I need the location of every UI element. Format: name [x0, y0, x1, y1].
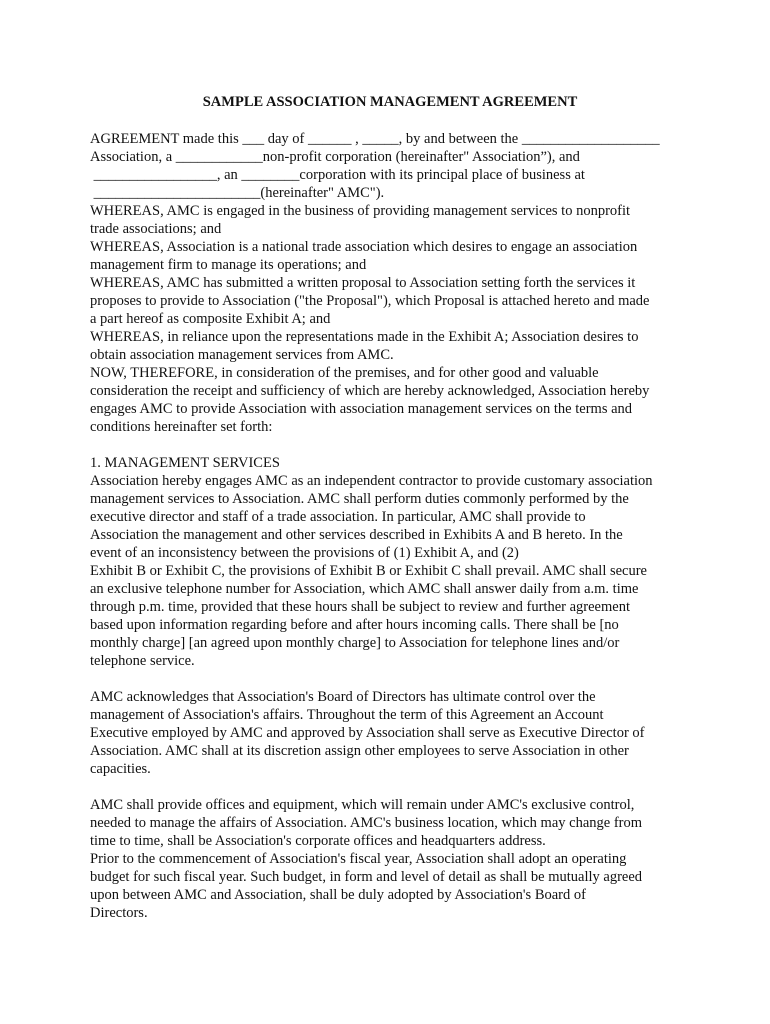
body-text-line: Exhibit B or Exhibit C, the provisions of Exhibit B or Exhibit C shall prevail. AMC shall secure: [90, 563, 647, 579]
body-text-line: Directors.: [90, 905, 148, 921]
body-text-line: needed to manage the affairs of Association. AMC's business location, which may change from: [90, 815, 643, 831]
body-text-line: based upon information regarding before and after hours incoming calls. There shall be [no: [90, 617, 619, 633]
body-text-line: Prior to the commencement of Association's fiscal year, Association shall adopt an operating: [90, 851, 627, 867]
body-text-line: event of an inconsistency between the provisions of (1) Exhibit A, and (2): [90, 545, 519, 561]
body-text-line: through p.m. time, provided that these hours shall be subject to review and further agreement: [90, 599, 630, 615]
body-text-line: a part hereof as composite Exhibit A; and: [90, 311, 331, 327]
body-text-line: trade associations; and: [90, 221, 222, 237]
body-text-line: management firm to manage its operations; and: [90, 257, 367, 273]
body-text-line: upon between AMC and Association, shall be duly adopted by Association's Board of: [90, 887, 586, 903]
body-text-line: Executive employed by AMC and approved by Association shall serve as Executive Director of: [90, 725, 645, 741]
body-text-line: conditions hereinafter set forth:: [90, 419, 273, 435]
body-text-line: executive director and staff of a trade association. In particular, AMC shall provide to: [90, 509, 586, 525]
body-text-line: an exclusive telephone number for Association, which AMC shall answer daily from a.m. time: [90, 581, 639, 597]
body-text-line: WHEREAS, in reliance upon the representations made in the Exhibit A; Association desires to: [90, 329, 639, 345]
document-body: [90, 130, 690, 922]
body-text-line: AMC acknowledges that Association's Board of Directors has ultimate control over the: [90, 689, 596, 705]
body-text-line: management services to Association. AMC shall perform duties commonly performed by the: [90, 491, 629, 507]
body-text-line: management of Association's affairs. Throughout the term of this Agreement an Account: [90, 707, 604, 723]
body-text-line: _______________________(hereinafter" AMC").: [90, 185, 385, 201]
body-text-line: budget for such fiscal year. Such budget, in form and level of detail as shall be mutually agreed: [90, 869, 643, 885]
paragraph-gap: [90, 436, 690, 454]
body-text-line: Association hereby engages AMC as an independent contractor to provide customary association: [90, 473, 653, 489]
body-text-line: engages AMC to provide Association with association management services on the terms and: [90, 401, 633, 417]
body-text-line: 1. MANAGEMENT SERVICES: [90, 455, 280, 471]
body-text-line: obtain association management services from AMC.: [90, 347, 394, 363]
paragraph-gap: [90, 778, 690, 796]
body-text-line: _________________, an ________corporation with its principal place of business at: [90, 167, 585, 183]
body-text-line: capacities.: [90, 761, 151, 777]
body-text-line: time to time, shall be Association's corporate offices and headquarters address.: [90, 833, 546, 849]
body-text-line: monthly charge] [an agreed upon monthly charge] to Association for telephone lines and/or: [90, 635, 620, 651]
body-text-line: proposes to provide to Association ("the Proposal"), which Proposal is attached hereto and made: [90, 293, 650, 309]
document-title: SAMPLE ASSOCIATION MANAGEMENT AGREEMENT: [202, 94, 578, 110]
body-text-line: AMC shall provide offices and equipment, which will remain under AMC's exclusive control,: [90, 797, 635, 813]
body-text-line: AGREEMENT made this ___ day of ______ , _____, by and between the ___________________: [90, 131, 660, 147]
body-text-line: WHEREAS, Association is a national trade association which desires to engage an association: [90, 239, 638, 255]
paragraph-gap: [90, 670, 690, 688]
body-text-line: Association. AMC shall at its discretion assign other employees to serve Association in other: [90, 743, 629, 759]
body-text-line: WHEREAS, AMC has submitted a written proposal to Association setting forth the services it: [90, 275, 636, 291]
body-text-line: WHEREAS, AMC is engaged in the business of providing management services to nonprofit: [90, 203, 631, 219]
body-text-line: NOW, THEREFORE, in consideration of the premises, and for other good and valuable: [90, 365, 599, 381]
body-text-line: telephone service.: [90, 653, 195, 669]
body-text-line: Association the management and other services described in Exhibits A and B hereto. In the: [90, 527, 623, 543]
body-text-line: consideration the receipt and sufficiency of which are hereby acknowledged, Association hereby: [90, 383, 650, 399]
document-page: [90, 93, 690, 922]
body-text-line: Association, a ____________non-profit corporation (hereinafter" Association”), and: [90, 149, 580, 165]
